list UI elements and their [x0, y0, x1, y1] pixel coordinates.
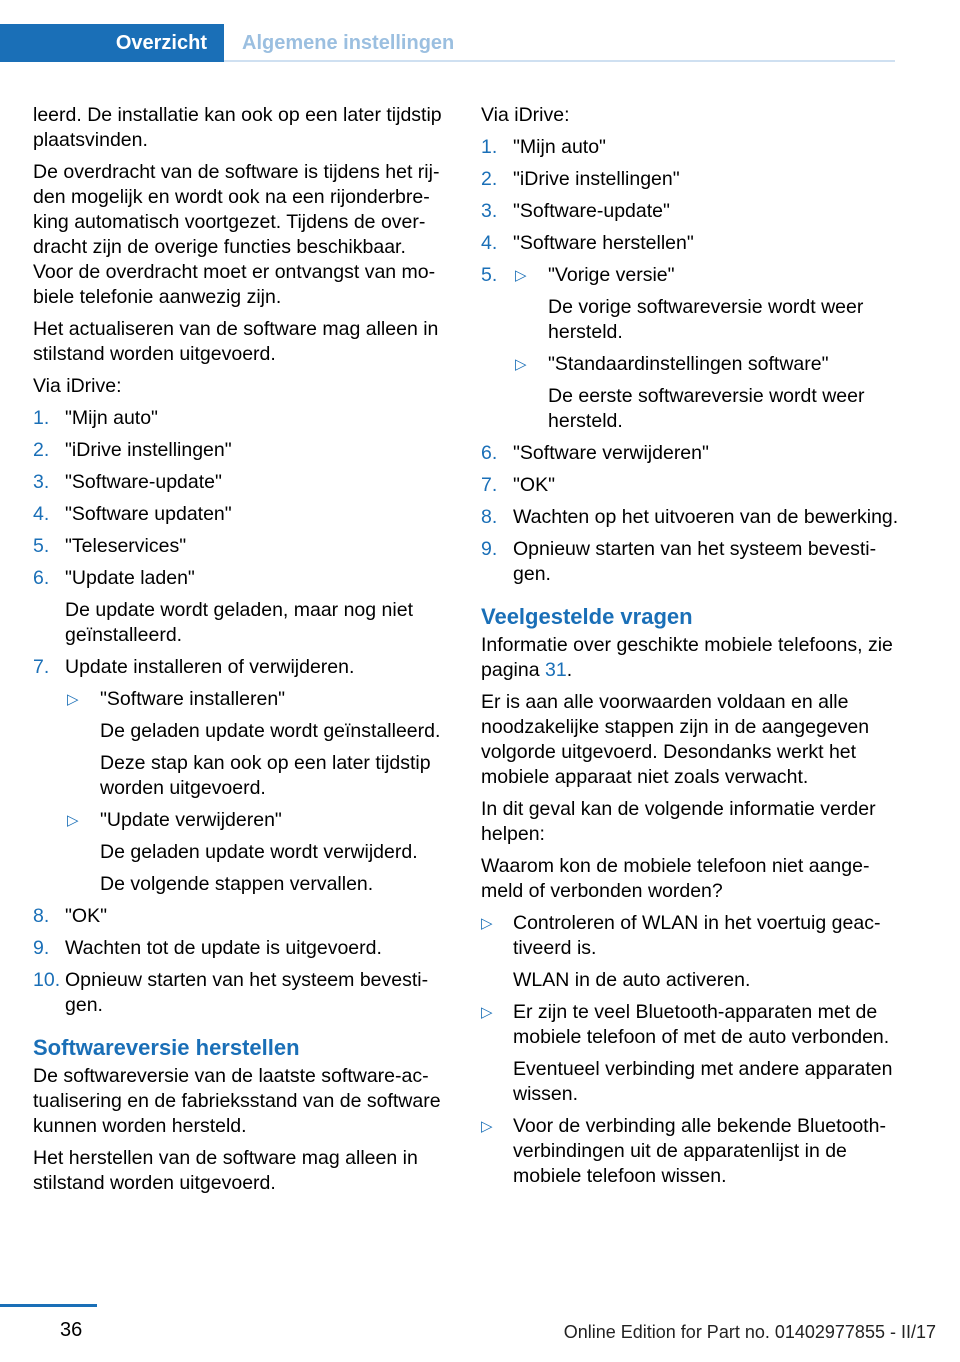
step-number: 8. — [33, 905, 50, 927]
step-text: "iDrive instellingen" — [513, 168, 680, 190]
step-number: 1. — [481, 136, 498, 158]
list-item — [481, 167, 899, 192]
step-number: 4. — [33, 503, 50, 525]
list-item — [33, 566, 451, 648]
sub-item-text: "Standaardinstellingen software" — [548, 353, 829, 375]
section-heading: Veelgestelde vragen — [481, 604, 693, 629]
sub-item-note: De vorige softwareversie wordt weer hersteld. — [548, 296, 864, 343]
sub-list-item — [513, 263, 899, 345]
step-number: 10. — [33, 969, 61, 991]
footer-divider — [0, 1304, 97, 1307]
step-text: "iDrive instellingen" — [65, 439, 232, 461]
edition-info: Online Edition for Part no. 01402977855 - II/17 — [563, 1322, 936, 1342]
bullet-item — [481, 1114, 899, 1189]
paragraph-text: . — [566, 659, 573, 681]
page-header — [0, 24, 895, 62]
step-text: "Teleservices" — [65, 535, 187, 557]
triangle-bullet-icon: ▷ — [67, 812, 79, 829]
step-text: "Software-update" — [65, 471, 222, 493]
bullet-item — [481, 911, 899, 993]
step-number: 7. — [33, 656, 50, 678]
sub-item-note: De volgende stappen vervallen. — [100, 873, 374, 895]
step-text: Update installeren of verwijderen. — [65, 656, 355, 678]
via-idrive-label: Via iDrive: — [481, 104, 570, 126]
sub-item-note: De eerste softwareversie wordt weer hersteld. — [548, 385, 865, 432]
step-number: 2. — [33, 439, 50, 461]
list-item — [33, 502, 451, 527]
paragraph: leerd. De installatie kan ook op een later tijdstip plaatsvinden. — [33, 104, 442, 151]
list-item — [481, 441, 899, 466]
tab-overzicht[interactable]: Overzicht — [0, 24, 224, 62]
step-note: De update wordt geladen, maar nog niet geïnstalleerd. — [65, 599, 413, 646]
step-number: 4. — [481, 232, 498, 254]
list-item — [481, 537, 899, 587]
triangle-bullet-icon: ▷ — [481, 1004, 493, 1021]
step-text: Opnieuw starten van het systeem bevestigen. — [513, 538, 877, 585]
list-item — [481, 505, 899, 530]
step-text: "OK" — [65, 905, 108, 927]
sub-item-text: "Software installeren" — [100, 688, 286, 710]
list-item — [33, 655, 451, 897]
triangle-bullet-icon: ▷ — [67, 691, 79, 708]
list-item — [33, 534, 451, 559]
paragraph: Er is aan alle voorwaarden voldaan en alle noodzakelijke stappen zijn in de aangegeven volgorde uitgevoerd. Desondanks werkt het mobiele apparaat niet zoals verwacht. — [481, 691, 870, 788]
list-item — [481, 135, 899, 160]
list-item — [33, 438, 451, 463]
list-item — [481, 263, 899, 434]
paragraph: De softwareversie van de laatste software-actualisering en de fabrieksstand van de software kunnen worden hersteld. — [33, 1065, 441, 1137]
step-number: 7. — [481, 474, 498, 496]
paragraph: Het herstellen van de software mag alleen in stilstand worden uitgevoerd. — [33, 1147, 418, 1194]
section-heading: Softwareversie herstellen — [33, 1035, 300, 1060]
step-number: 1. — [33, 407, 50, 429]
sub-item-text: "Update verwijderen" — [100, 809, 282, 831]
step-text: Opnieuw starten van het systeem bevestigen. — [65, 969, 429, 1016]
list-item — [481, 199, 899, 224]
step-text: "Update laden" — [65, 567, 195, 589]
step-number: 6. — [481, 442, 498, 464]
triangle-bullet-icon: ▷ — [481, 1118, 493, 1135]
bullet-text: Controleren of WLAN in het voertuig geactiveerd is. — [513, 912, 881, 959]
bullet-note: WLAN in de auto activeren. — [513, 969, 751, 991]
step-text: "Mijn auto" — [513, 136, 606, 158]
steps-list — [481, 135, 899, 587]
triangle-bullet-icon: ▷ — [515, 267, 527, 284]
paragraph-text: Informatie over geschikte mobiele telefoons, zie pagina — [481, 634, 893, 681]
list-item — [33, 904, 451, 929]
paragraph — [481, 633, 899, 683]
list-item — [33, 936, 451, 961]
list-item — [33, 406, 451, 431]
left-column — [33, 103, 451, 1203]
page-link[interactable]: 31 — [544, 659, 567, 681]
list-item — [33, 470, 451, 495]
list-item — [33, 968, 451, 1018]
sub-item-text: "Vorige versie" — [548, 264, 675, 286]
paragraph: In dit geval kan de volgende informatie verder helpen: — [481, 798, 876, 845]
sub-list — [65, 687, 451, 897]
sub-item-note: De geladen update wordt geïnstalleerd. — [100, 720, 441, 742]
step-number: 2. — [481, 168, 498, 190]
step-number: 5. — [481, 264, 498, 286]
step-text: "Mijn auto" — [65, 407, 158, 429]
paragraph: Het actualiseren van de software mag alleen in stilstand worden uitgevoerd. — [33, 318, 439, 365]
step-text: Wachten op het uitvoeren van de bewerking. — [513, 506, 899, 528]
bullet-text: Er zijn te veel Bluetooth-apparaten met de mobiele telefoon of met de auto verbonden. — [513, 1001, 890, 1048]
right-column — [481, 103, 899, 1196]
step-number: 8. — [481, 506, 498, 528]
bullet-text: Voor de verbinding alle bekende Bluetooth-verbindingen uit de apparatenlijst in de mobiele telefoon wissen. — [513, 1115, 886, 1187]
step-text: "OK" — [513, 474, 556, 496]
step-text: "Software herstellen" — [513, 232, 694, 254]
step-number: 3. — [481, 200, 498, 222]
bullet-list — [481, 911, 899, 1189]
sub-list-item — [513, 352, 899, 434]
triangle-bullet-icon: ▷ — [481, 915, 493, 932]
steps-list — [33, 406, 451, 1018]
step-number: 5. — [33, 535, 50, 557]
paragraph: Waarom kon de mobiele telefoon niet aangemeld of verbonden worden? — [481, 855, 870, 902]
step-number: 9. — [33, 937, 50, 959]
step-text: Wachten tot de update is uitgevoerd. — [65, 937, 382, 959]
triangle-bullet-icon: ▷ — [515, 356, 527, 373]
step-number: 6. — [33, 567, 50, 589]
step-number: 3. — [33, 471, 50, 493]
bullet-item — [481, 1000, 899, 1107]
via-idrive-label: Via iDrive: — [33, 375, 122, 397]
tab-algemene-instellingen[interactable]: Algemene instellingen — [242, 32, 455, 54]
paragraph: De overdracht van de software is tijdens het rijden mogelijk en wordt ook na een rijonderbreking automatisch voortgezet. Tijdens de overdracht zijn de overige functies beschikbaar. Voor de overdracht moet er ontvangst van mobiele telefonie aanwezig zijn. — [33, 161, 440, 308]
step-number: 9. — [481, 538, 498, 560]
bullet-note: Eventueel verbinding met andere apparaten wissen. — [513, 1058, 893, 1105]
header-divider — [224, 60, 895, 62]
sub-item-note: De geladen update wordt verwijderd. — [100, 841, 418, 863]
list-item — [481, 231, 899, 256]
step-text: "Software updaten" — [65, 503, 232, 525]
sub-list — [513, 263, 899, 434]
page-number: 36 — [60, 1319, 83, 1341]
sub-list-item — [65, 808, 451, 897]
sub-item-note: Deze stap kan ook op een later tijdstip worden uitgevoerd. — [100, 752, 431, 799]
sub-list-item — [65, 687, 451, 801]
list-item — [481, 473, 899, 498]
step-text: "Software-update" — [513, 200, 670, 222]
step-text: "Software verwijderen" — [513, 442, 709, 464]
